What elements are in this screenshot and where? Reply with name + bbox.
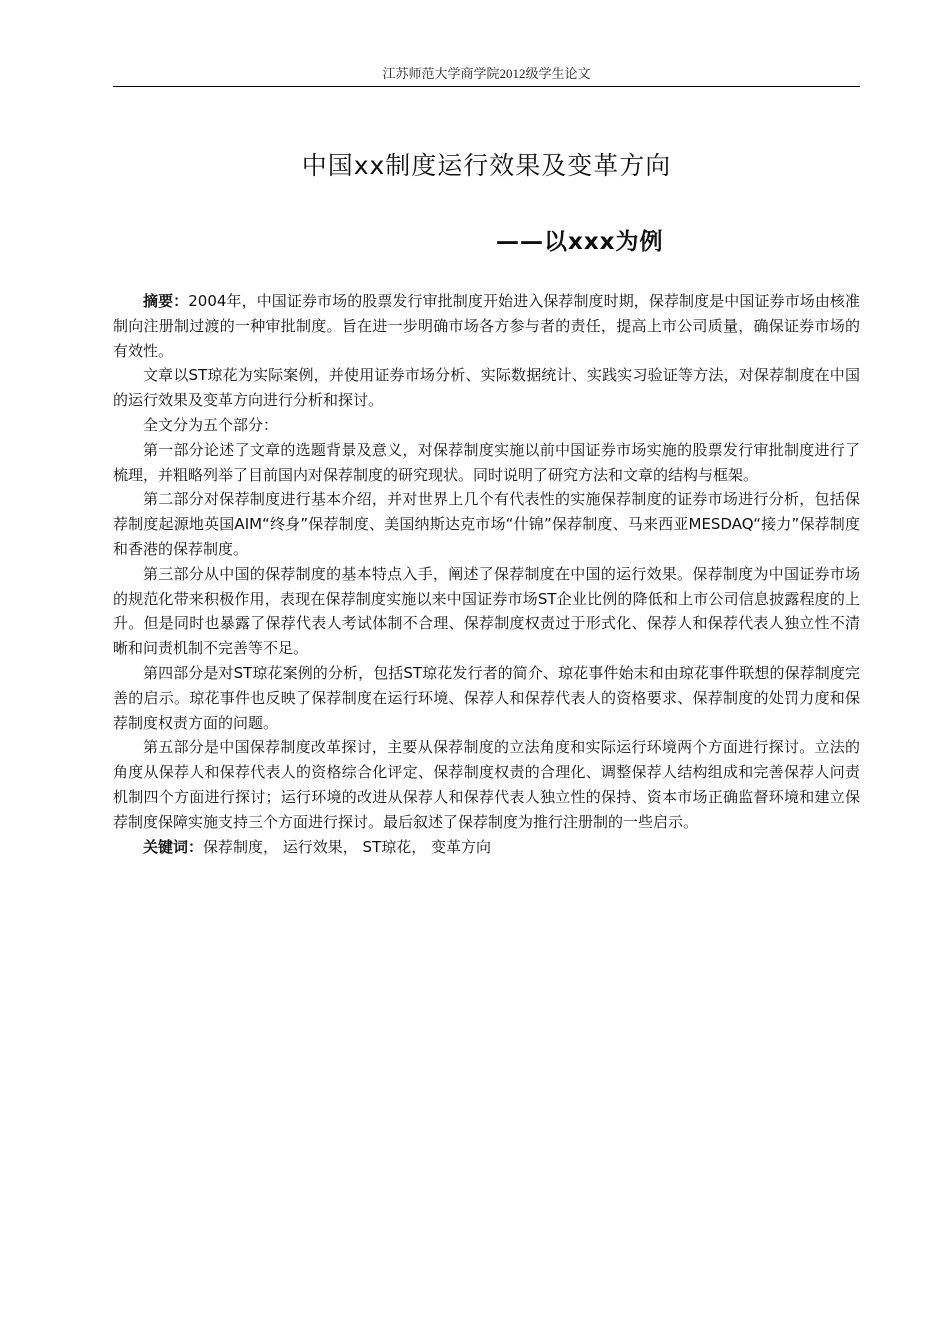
abstract-paragraph-1	[113, 289, 860, 363]
running-header: 江苏师范大学商学院2012级学生论文	[113, 64, 860, 87]
abstract-paragraph-8: 第五部分是中国保荐制度改革探讨，主要从保荐制度的立法角度和实际运行环境两个方面进行探讨。立法的角度从保荐人和保荐代表人的资格综合化评定、保荐制度权责的合理化、调整保荐人结构组成和完善保荐人问责机制四个方面进行探讨；运行环境的改进从保荐人和保荐代表人独立性的保持、资本市场正确监督环境和建立保荐制度保障实施支持三个方面进行探讨。最后叙述了保荐制度为推行注册制的一些启示。	[113, 738, 860, 831]
abstract-paragraph-3: 全文分为五个部分：	[143, 415, 279, 434]
abstract-paragraph-2: 文章以ST琼花为实际案例，并使用证券市场分析、实际数据统计、实践实习验证等方法，对保荐制度在中国的运行效果及变革方向进行分析和探讨。	[113, 366, 860, 410]
abstract-paragraph-6: 第三部分从中国的保荐制度的基本特点入手，阐述了保荐制度在中国的运行效果。保荐制度为中国证券市场的规范化带来积极作用，表现在保荐制度实施以来中国证券市场ST企业比例的降低和上市公司信息披露程度的上升。但是同时也暴露了保荐代表人考试体制不合理、保荐制度权责过于形式化、保荐人和保荐代表人独立性不清晰和问责机制不完善等不足。	[113, 564, 860, 658]
keywords-text: 保荐制度， 运行效果， ST琼花， 变革方向	[203, 837, 492, 856]
abstract-paragraph-1-text: 2004年，中国证券市场的股票发行审批制度开始进入保荐制度时期，保荐制度是中国证券市场由核准制向注册制过渡的一种审批制度。旨在进一步明确市场各方参与者的责任，提高上市公司质量，确保证券市场的有效性。	[113, 292, 860, 360]
abstract-paragraph-5: 第二部分对保荐制度进行基本介绍，并对世界上几个有代表性的实施保荐制度的证券市场进行分析，包括保荐制度起源地英国AIM“终身”保荐制度、美国纳斯达克市场“什锦”保荐制度、马来西亚MESDAQ“接力”保荐制度和香港的保荐制度。	[113, 490, 860, 558]
keywords-line	[113, 835, 860, 860]
abstract-paragraph-7: 第四部分是对ST琼花案例的分析，包括ST琼花发行者的简介、琼花事件始末和由琼花事件联想的保荐制度完善的启示。琼花事件也反映了保荐制度在运行环境、保荐人和保荐代表人的资格要求、保荐制度的处罚力度和保荐制度权责方面的问题。	[113, 663, 860, 732]
keywords-label: 关键词：	[143, 837, 204, 856]
abstract-body	[113, 289, 860, 859]
abstract-label: 摘要：	[143, 292, 189, 310]
abstract-paragraph-4: 第一部分论述了文章的选题背景及意义，对保荐制度实施以前中国证券市场实施的股票发行审批制度进行了梳理，并粗略列举了目前国内对保荐制度的研究现状。同时说明了研究方法和文章的结构与框架。	[113, 440, 860, 484]
thesis-title: 中国xx制度运行效果及变革方向	[301, 151, 672, 180]
thesis-subtitle: ——以xxx为例	[496, 229, 664, 255]
